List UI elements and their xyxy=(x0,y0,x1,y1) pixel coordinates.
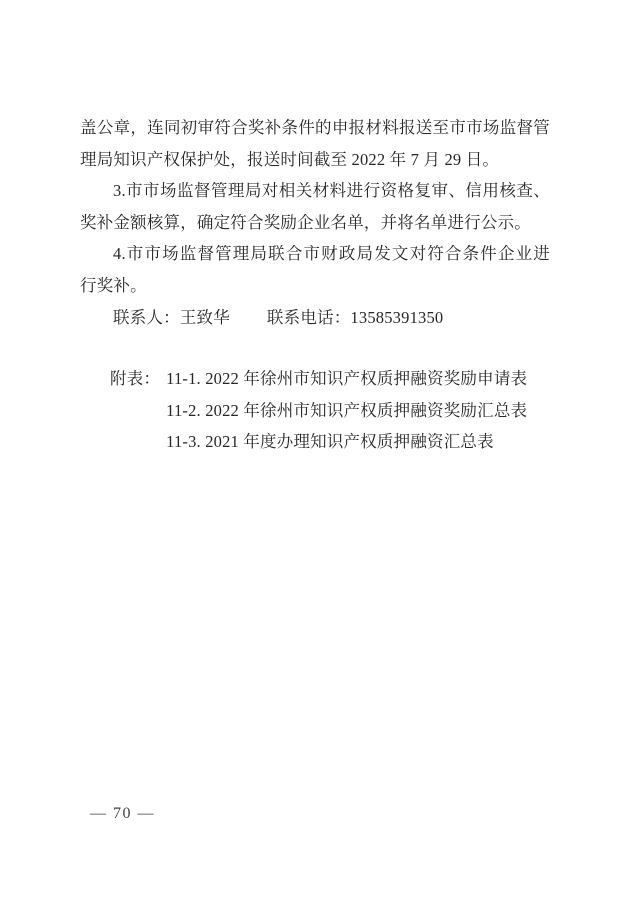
body-text-line: 行奖补。 xyxy=(80,275,147,295)
body-text-line: 4.市市场监督管理局联合市财政局发文对符合条件企业进 xyxy=(113,244,550,264)
attachment-item: 11-1. 2022 年徐州市知识产权质押融资奖励申请表 xyxy=(166,369,528,389)
body-text-line: 3.市市场监督管理局对相关材料进行资格复审、信用核查、 xyxy=(113,181,550,201)
body-text-line: 理局知识产权保护处，报送时间截至 2022 年 7 月 29 日。 xyxy=(80,149,500,169)
body-text-line: 奖补金额核算，确定符合奖励企业名单，并将名单进行公示。 xyxy=(80,212,531,232)
contact-phone-label: 联系电话： xyxy=(266,307,351,327)
attachment-list xyxy=(80,363,550,458)
attachment-item: 11-2. 2022 年徐州市知识产权质押融资奖励汇总表 xyxy=(166,400,528,420)
page-number: — 70 — xyxy=(90,805,155,822)
contact-person-label: 联系人： xyxy=(113,307,180,327)
body-text-line: 盖公章，连同初审符合奖补条件的申报材料报送至市市场监督管 xyxy=(80,118,550,137)
attachment-list-label: 附表： xyxy=(110,369,161,389)
attachment-item: 11-3. 2021 年度办理知识产权质押融资汇总表 xyxy=(166,432,494,452)
contact-line xyxy=(80,302,550,334)
attachment-items xyxy=(166,363,550,458)
document-body xyxy=(80,112,550,458)
contact-phone-number: 13585391350 xyxy=(350,307,444,327)
contact-person-name: 王致华 xyxy=(179,307,230,327)
